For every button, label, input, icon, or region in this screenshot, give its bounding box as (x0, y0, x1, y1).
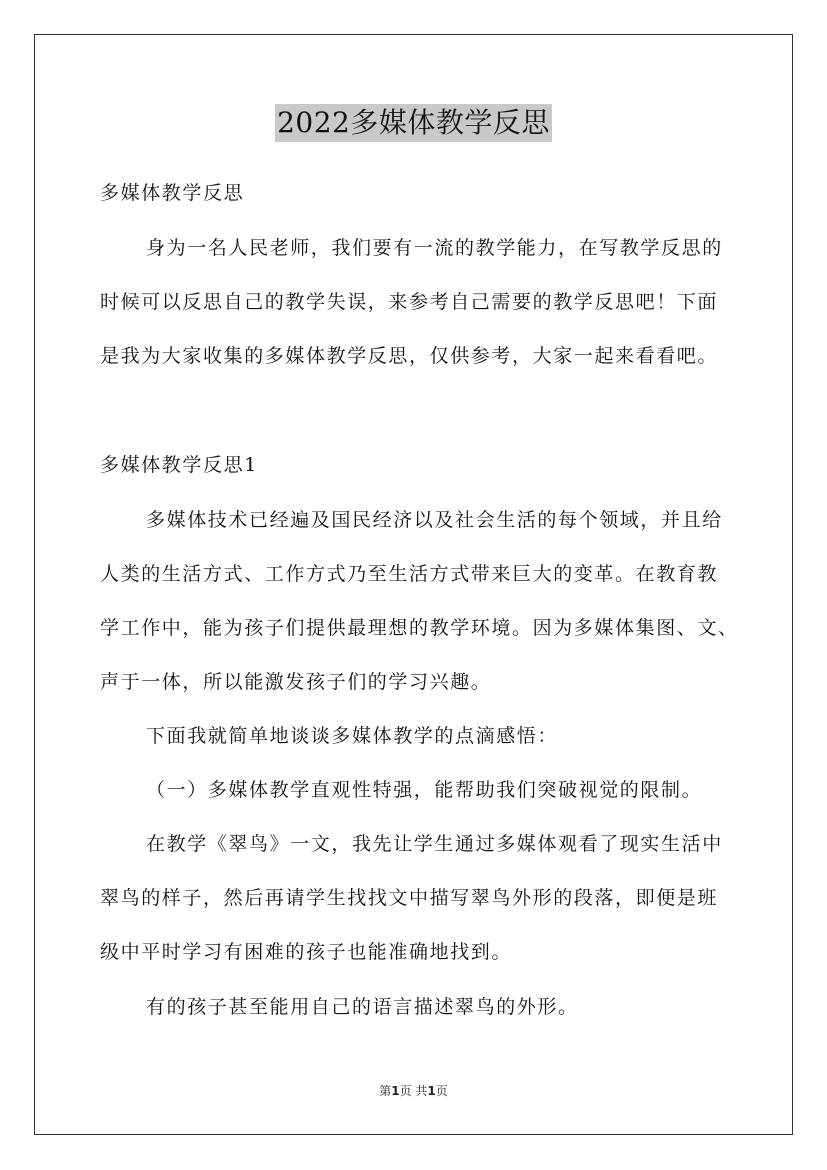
paragraph-line: 是我为大家收集的多媒体教学反思，仅供参考，大家一起来看看吧。 (100, 345, 719, 367)
footer-page-total: 1 (427, 1084, 436, 1098)
section-heading: 多媒体教学反思1 (100, 454, 258, 476)
footer-mid: 页 共 (399, 1084, 428, 1098)
document-title: 2022多媒体教学反思 (275, 104, 552, 142)
page-footer (0, 1082, 827, 1099)
paragraph-line: 级中平时学习有困难的孩子也能准确地找到。 (100, 941, 513, 963)
paragraph-line: （一）多媒体教学直观性特强，能帮助我们突破视觉的限制。 (146, 779, 703, 801)
footer-prefix: 第 (379, 1084, 392, 1098)
paragraph-line: 多媒体技术已经遍及国民经济以及社会生活的每个领域，并且给 (146, 509, 723, 531)
paragraph-line: 人类的生活方式、工作方式乃至生活方式带来巨大的变革。在教育教 (100, 563, 719, 585)
title-wrap (0, 104, 827, 142)
paragraph-line: 有的孩子甚至能用自己的语言描述翠鸟的外形。 (146, 996, 579, 1018)
paragraph-line: 下面我就简单地谈谈多媒体教学的点滴感悟： (146, 725, 559, 747)
footer-suffix: 页 (435, 1084, 448, 1098)
paragraph-line: 在教学《翠鸟》一文，我先让学生通过多媒体观看了现实生活中 (146, 833, 723, 855)
paragraph-line: 翠鸟的样子，然后再请学生找找文中描写翠鸟外形的段落，即便是班 (100, 887, 719, 909)
paragraph-line: 声于一体，所以能激发孩子们的学习兴趣。 (100, 671, 492, 693)
footer-page-current: 1 (391, 1084, 400, 1098)
paragraph-line: 时候可以反思自己的教学失误，来参考自己需要的教学反思吧！下面 (100, 291, 719, 313)
paragraph-line: 学工作中，能为孩子们提供最理想的教学环境。因为多媒体集图、文、 (100, 617, 739, 639)
section-heading: 多媒体教学反思 (100, 182, 245, 204)
paragraph-line: 身为一名人民老师，我们要有一流的教学能力，在写教学反思的 (146, 237, 723, 259)
